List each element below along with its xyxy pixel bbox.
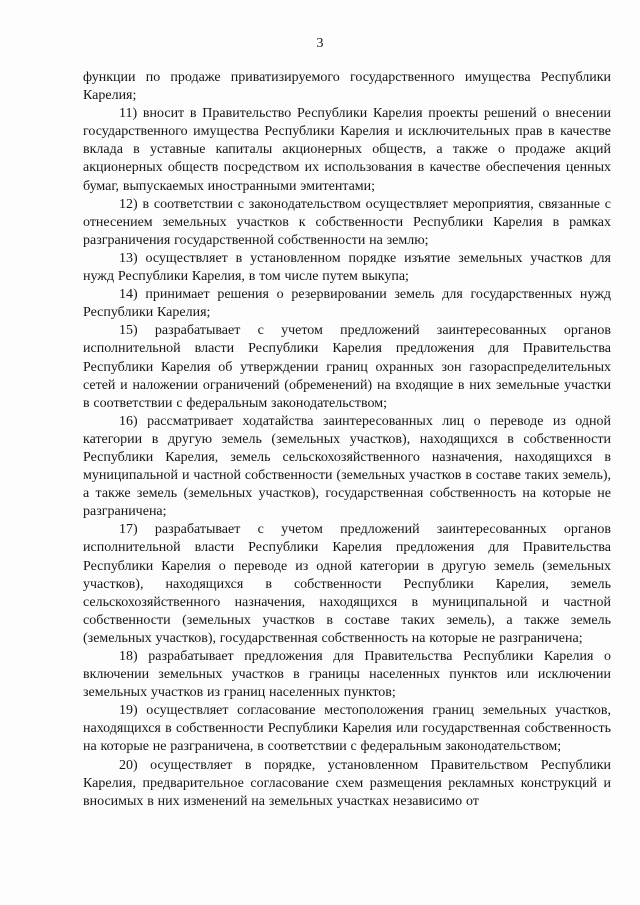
paragraph-item-17: 17) разрабатывает с учетом предложений заинтересованных органов исполнительной власти Республики Карелия предложения для Правительства Республики Карелия о переводе из одной категории в другую земель (земельных участков), находящихся в собственности Республики Карелия, земель сельскохозяйственного назначения, находящихся в муниципальной и частной собственности (земельных участков в составе таких земель), а также земель (земельных участков), государственная собственность на которые не разграничена; xyxy=(83,522,611,646)
paragraph-item-14: 14) принимает решения о резервировании земель для государственных нужд Республики Карелия; xyxy=(83,287,611,321)
paragraph-continuation: функции по продаже приватизируемого государственного имущества Республики Карелия; xyxy=(83,70,611,104)
paragraph-item-19: 19) осуществляет согласование местоположения границ земельных участков, находящихся в собственности Республики Карелия или государственная собственность на которые не разграничена, в соответствии с федеральным законодательством; xyxy=(83,703,611,755)
paragraph-item-12: 12) в соответствии с законодательством осуществляет мероприятия, связанные с отнесением земельных участков к собственности Республики Карелия в рамках разграничения государственной собственности на землю; xyxy=(83,196,611,248)
paragraph-item-20: 20) осуществляет в порядке, установленном Правительством Республики Карелия, предварительное согласование схем размещения рекламных конструкций и вносимых в них изменений на земельных участках независимо от xyxy=(83,757,611,809)
paragraph-item-13: 13) осуществляет в установленном порядке изъятие земельных участков для нужд Республики Карелия, в том числе путем выкупа; xyxy=(83,250,611,285)
paragraph-item-11: 11) вносит в Правительство Республики Карелия проекты решений о внесении государственного имущества Республики Карелия и исключительных прав в качестве вклада в уставные капиталы акционерных обществ, а также о продаже акций акционерных обществ посредством их использования в качестве обеспечения ценных бумаг, выпускаемых иностранными эмитентами; xyxy=(83,106,611,194)
document-body xyxy=(83,69,611,811)
paragraph-item-18: 18) разрабатывает предложения для Правительства Республики Карелия о включении земельных участков в границы населенных пунктов или исключении земельных участков из границ населенных пунктов; xyxy=(83,649,611,701)
paragraph-item-15: 15) разрабатывает с учетом предложений заинтересованных органов исполнительной власти Республики Карелия предложения для Правительства Республики Карелия об утверждении границ охранных зон газораспределительных сетей и наложении ограничений (обременений) на входящие в них земельные участки в соответствии с федеральным законодательством; xyxy=(83,323,611,411)
paragraph-item-16: 16) рассматривает ходатайства заинтересованных лиц о переводе из одной категории в другую земель (земельных участков), находящихся в собственности Республики Карелия, земель сельскохозяйственного назначения, находящихся в муниципальной и частной собственности (земельных участков в составе таких земель), а также земель (земельных участков), государственная собственность на которые не разграничена; xyxy=(83,413,611,520)
page-number: 3 xyxy=(316,36,324,51)
